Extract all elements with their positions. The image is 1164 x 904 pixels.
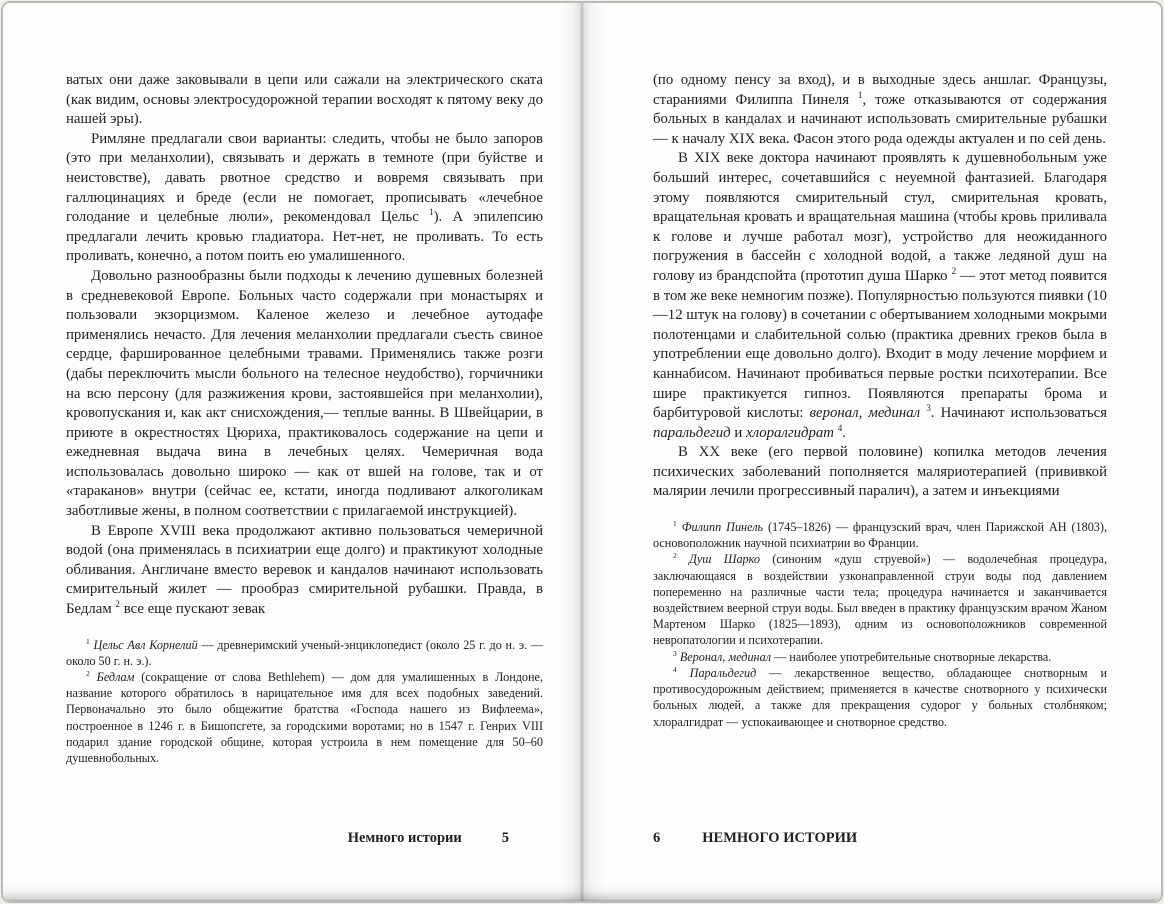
text-run: хлоралгидрат	[746, 424, 834, 441]
body-paragraph	[66, 130, 543, 267]
left-running-footer	[66, 830, 543, 847]
text-run: ватых они даже заковывали в цепи или сажали на электрического ската (как видим, основы электросудорожной терапии восходят к пятому веку до нашей эры).	[66, 72, 543, 128]
text-run: В Европе XVIII века продолжают активно пользоваться чемеричной водой (она применялась в психиатрии еще долго) и практикуют холодные обливания. Англичане вместо веревок и кандалов начинают использовать смирительный жилет — прообраз смирительной рубашки. Правда, в Бедлам	[66, 522, 543, 618]
left-page-footnotes	[66, 637, 543, 767]
text-run: Филипп Пинель	[681, 520, 764, 535]
text-run: В XIX веке доктора начинают проявлять к душевнобольным уже больший интерес, сочетавшийся с неуемной фантазией. Благодаря этому появляются смирительный стул, смирительная кровать, вращательная кровать и вращательная машина (чтобы кровь приливала к голове и лучше работал мозг), устройство для неожиданного погружения в бассейн с холодной водой, а также ледяной душ на голову из брандспойта (прототип душа Шарко	[653, 150, 1107, 284]
text-run: ). А эпилепсию предлагали лечить кровью гладиатора. Нет-нет, не проливать. То есть проливать, конечно, а потом поить ею умалишенного.	[66, 209, 543, 265]
text-run: (1745–1826) — французский врач, член Парижской АН (1803), основоположник научной психиатрии во Франции.	[653, 520, 1107, 551]
right-page-footnotes	[653, 519, 1107, 730]
text-run: и	[730, 424, 746, 441]
text-run: . Начинают использоваться	[930, 405, 1107, 422]
footnote	[66, 637, 543, 669]
footnote-marker: 4	[673, 664, 677, 674]
text-run: Цельс Авл Корнелий	[93, 637, 198, 652]
text-run	[90, 670, 97, 684]
body-paragraph	[66, 522, 543, 620]
right-page-body	[653, 71, 1107, 502]
footnote	[653, 649, 1107, 665]
text-run: — лекарственное вещество, обладающее снотворным и противосудорожным действием; применяется в качестве снотворного у психически больных людей, а также для прекращения судорог у больных столбняком; хлоралгидрат — успокаивающее и снотворное средство.	[653, 665, 1108, 729]
left-page-number: 5	[501, 830, 509, 846]
text-run: — этот метод появится в том же веке немногим позже). Популярностью пользуются пиявки (10—12 штук на голову) в сочетании с обертыванием холодными мокрыми полотенцами и слабительной солью (практика древних греков была в употреблении еще довольно долго). Входит в моду лечение морфием и каннабисом. Начинают пробиваться первые ростки психотерапии. Все шире практикуется гипноз. Появляются препараты брома и барбитуровой кислоты:	[653, 267, 1108, 422]
footnote-marker: 1	[429, 207, 434, 218]
text-run: Паральдегид	[689, 665, 757, 680]
text-run: Бедлам	[96, 670, 135, 685]
footnote-marker: 1	[673, 519, 677, 528]
text-run: веронал, мединал	[809, 405, 921, 422]
text-run: — древнеримский ученый-энциклопедист (около 25 г. до н. э. — около 50 г. н. э.).	[66, 637, 544, 668]
text-run: (сокращение от слова Bethlehem) — дом для умалишенных в Лондоне, название которого обратилось в нарицательное имя для всех подобных заведений. Первоначально это было общежитие братства «Господа нашего из Вифлеема», построенное в 1246 г. в Бишопсгете, за городскими воротами; но в 1547 г. Генрих VIII подарил здание городской общине, которая устроила в нем помещение для 50–60 душевнобольных.	[66, 670, 543, 766]
text-run: (синоним «душ струевой») — водолечебная процедура, заключающаяся в воздействии узконаправленной струи воды под давлением попеременно на различные части тела; процедура начинается и заканчивается воздействием веерной струи воды. Был введен в практику французским врачом Жаном Мартеном Шарко (1825—1893), одним из основоположников современной невропатологии и психотерапии.	[653, 552, 1107, 648]
footnote-marker: 2	[673, 551, 677, 561]
body-paragraph	[653, 149, 1107, 443]
footnote-marker: 4	[837, 422, 843, 433]
left-page-body	[66, 71, 543, 620]
footnote	[653, 665, 1107, 730]
text-run: В XX веке (его первой половине) копилка методов лечения психических заболеваний пополняется маляриотерапией (прививкой малярии лечили прогрессивный паралич), а затем и инъекциями	[653, 444, 1107, 500]
text-run: (по одному пенсу за вход), и в выходные здесь аншлаг. Французы, стараниями Филиппа Пинеля	[653, 72, 1107, 108]
text-run: все еще пускают зевак	[120, 601, 266, 618]
footnote-marker: 1	[86, 636, 90, 646]
right-page-number: 6	[653, 830, 661, 846]
text-run: Веронал, мединал	[679, 649, 772, 664]
footnote-marker: 1	[857, 89, 863, 100]
book-spread	[1, 1, 1163, 903]
body-paragraph	[653, 71, 1107, 149]
text-run	[677, 552, 689, 566]
text-run: Душ Шарко	[689, 552, 760, 567]
footnote	[66, 669, 543, 766]
footnote	[653, 519, 1107, 551]
right-running-footer	[653, 830, 1107, 847]
footnote-marker: 2	[951, 266, 957, 277]
page-left	[3, 3, 585, 901]
page-right	[585, 3, 1163, 901]
body-paragraph	[653, 443, 1107, 502]
footnote-marker: 3	[673, 648, 677, 658]
text-run: — наиболее употребительные снотворные лекарства.	[771, 649, 1052, 664]
text-run: Римляне предлагали свои варианты: следить, чтобы не было запоров (это при меланхолии), связывать и держать в темноте (при буйстве и неистовстве), давать рвотное средство и вовремя связывать при галлюцинациях и бреде (если не помогает, прописывать «лечебное голодание и целебные люли», рекомендовал Цельс	[66, 130, 543, 226]
body-paragraph	[66, 71, 543, 130]
right-running-title: НЕМНОГО ИСТОРИИ	[702, 830, 858, 846]
footnote-marker: 2	[86, 668, 90, 678]
left-running-title: Немного истории	[347, 830, 462, 846]
text-run: паральдегид	[653, 424, 731, 441]
text-run	[677, 666, 690, 680]
footnote-marker: 2	[115, 599, 120, 610]
body-paragraph	[66, 267, 543, 522]
footnote	[653, 551, 1107, 648]
footnote-marker: 3	[926, 403, 931, 414]
text-run: Довольно разнообразны были подходы к лечению душевных болезней в средневековой Европе. Больных часто содержали при монастырях и пользовали экзорцизмом. Каленое железо и лечебное аутодафе применялись нечасто. Для лечения меланхолии предлагали съесть свиное сердце, фаршированное целебными травами. Применялись также розги (дабы переключить мысли больного на телесное неудобство), горчичники на всю персону (для разжижения крови, застоявшейся при меланхолии), кровопускания и, как акт снисхождения,— теплые ванны. В Швейцарии, в приюте в окрестностях Цюриха, практиковалось содержание на цепи и ежедневная выдача вина в лечебных целях. Чемеричная вода использовалась довольно широко — как от вшей на голове, так и от «тараканов» внутри (сейчас ее, кстати, иногда подливают алкоголикам заботливые жены, в полном соответствии с прилагаемой инструкцией).	[66, 267, 543, 520]
text-run: .	[842, 424, 846, 441]
text-run: , тоже отказываются от содержания больных в кандалах и начинают использовать смирительные рубашки — к началу XIX века. Фасон этого рода одежды актуален и по сей день.	[653, 91, 1107, 147]
